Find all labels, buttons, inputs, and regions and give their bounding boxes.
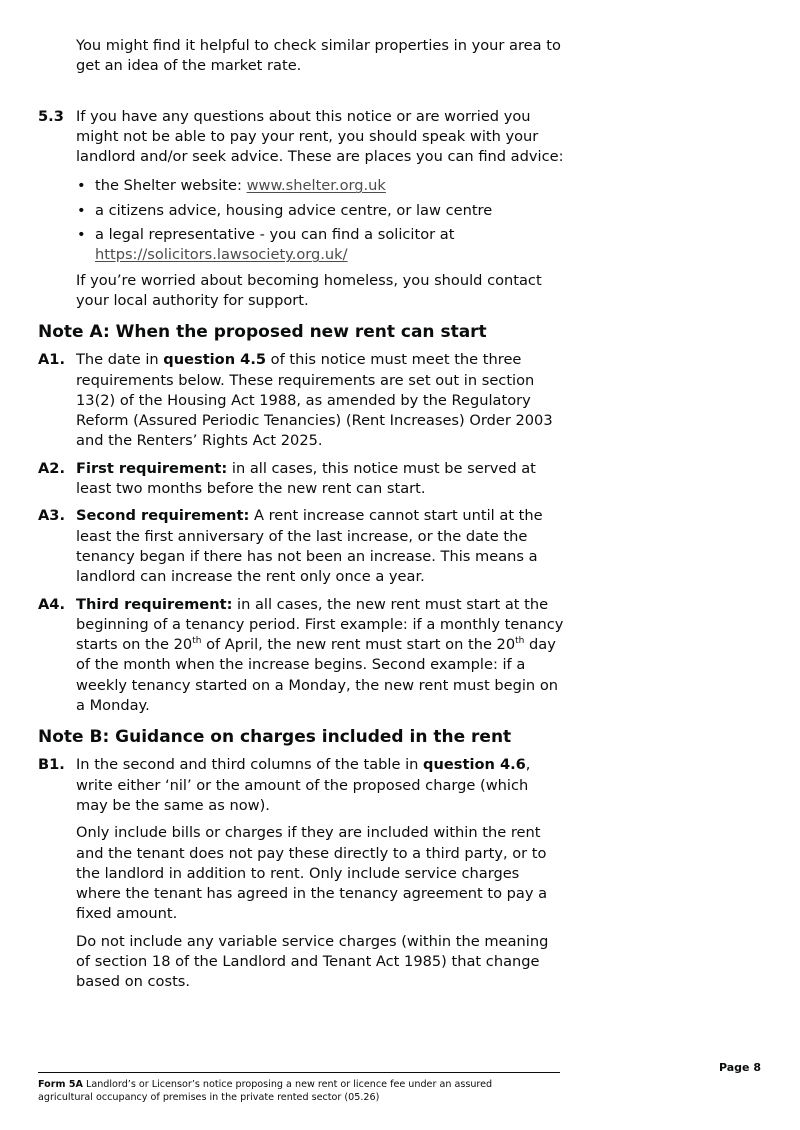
list-item [76,225,564,266]
item-a4 [38,595,564,717]
item-b1-text-cont: , write either ‘nil’ or the amount of the proposed charge (which may be the same as now). [76,756,531,814]
page-content [38,36,564,993]
item-a1 [38,350,564,451]
third-requirement-label: Third requirement: [76,595,233,613]
variable-charges-paragraph: Do not include any variable service charges (within the meaning of section 18 of the Landlord and Tenant Act 1985) that change based on costs. [76,932,549,991]
item-a1-text-cont: of this notice must meet the three requirements below. These requirements are set out in section 13(2) of the Housing Act 1988, as amended by the Regulatory Reform (Assured Periodic Tenancies) (Rent Increases) Order 2003 and the Renters’ Rights Act 2025. [76,351,553,450]
list-item [76,176,564,196]
legal-representative-label: a legal representative - you can find a solicitor at [95,226,455,244]
law-society-link[interactable]: https://solicitors.lawsociety.org.uk/ [95,246,348,264]
market-rate-paragraph: You might find it helpful to check similar properties in your area to get an idea of the market rate. [76,37,561,75]
section-5-3-number: 5.3 [38,107,64,125]
item-a4-text-end: day of the month when the increase begins. Second example: if a weekly tenancy started on a Monday, the new rent must begin on a Monday. [76,636,558,715]
item-a3 [38,506,564,587]
homeless-paragraph: If you’re worried about becoming homeless, you should contact your local authority for support. [76,271,542,309]
footer-divider [38,1072,560,1073]
page-number: Page 8 [718,1061,761,1074]
second-requirement-label: Second requirement: [76,507,250,525]
bullet-point: • [77,177,86,195]
section-5-3 [38,107,564,168]
ordinal-suffix: th [192,636,202,647]
question-4-6-ref: question 4.6 [423,756,526,774]
bullet-point: • [77,201,86,219]
item-a4-text-cont: of April, the new rent must start on the 20 [201,636,516,654]
question-4-5-ref: question 4.5 [163,351,267,369]
shelter-label: the Shelter website: [95,177,247,195]
item-a2 [38,459,564,500]
advice-list [38,176,564,265]
item-b1-text: In the second and third columns of the table in [76,756,424,774]
note-a-heading: Note A: When the proposed new rent can start [38,322,487,343]
item-a3-text: A rent increase cannot start until at the least the first anniversary of the last increase, or the date the tenancy began if there has not been an increase. This means a landlord can increase the rent only once a year. [76,507,543,586]
item-a4-number: A4. [38,595,65,613]
item-b1-number: B1. [38,756,65,774]
bullet-point: • [77,226,86,244]
item-b1 [38,755,564,816]
item-a2-text: in all cases, this notice must be served at least two months before the new rent can start. [76,459,536,498]
shelter-link[interactable]: www.shelter.org.uk [246,177,386,195]
form-footer [38,1078,508,1104]
citizens-advice-text: a citizens advice, housing advice centre, or law centre [95,201,493,219]
item-a4-text: in all cases, the new rent must start at the beginning of a tenancy period. First example: if a monthly tenancy starts on the 20 [76,595,564,654]
form-code: Form 5A [38,1079,83,1090]
item-a3-number: A3. [38,507,65,525]
note-b-heading: Note B: Guidance on charges included in the rent [38,727,512,748]
item-a1-text: The date in [76,351,164,369]
item-a2-number: A2. [38,459,65,477]
bills-paragraph: Only include bills or charges if they are included within the rent and the tenant does not pay these directly to a third party, or to the landlord in addition to rent. Only include service charges where the tenant has agreed in the tenancy agreement to pay a fixed amount. [76,824,548,923]
ordinal-suffix: th [515,636,525,647]
section-5-3-text: If you have any questions about this notice or are worried you might not be able to pay your rent, you should speak with your landlord and/or seek advice. These are places you can find advice: [76,107,564,166]
list-item [76,201,564,221]
form-description: Landlord’s or Licensor’s notice proposing a new rent or licence fee under an assured agricultural occupancy of premises in the private rented sector (05.26) [38,1079,493,1103]
first-requirement-label: First requirement: [76,459,228,477]
item-a1-number: A1. [38,351,65,369]
